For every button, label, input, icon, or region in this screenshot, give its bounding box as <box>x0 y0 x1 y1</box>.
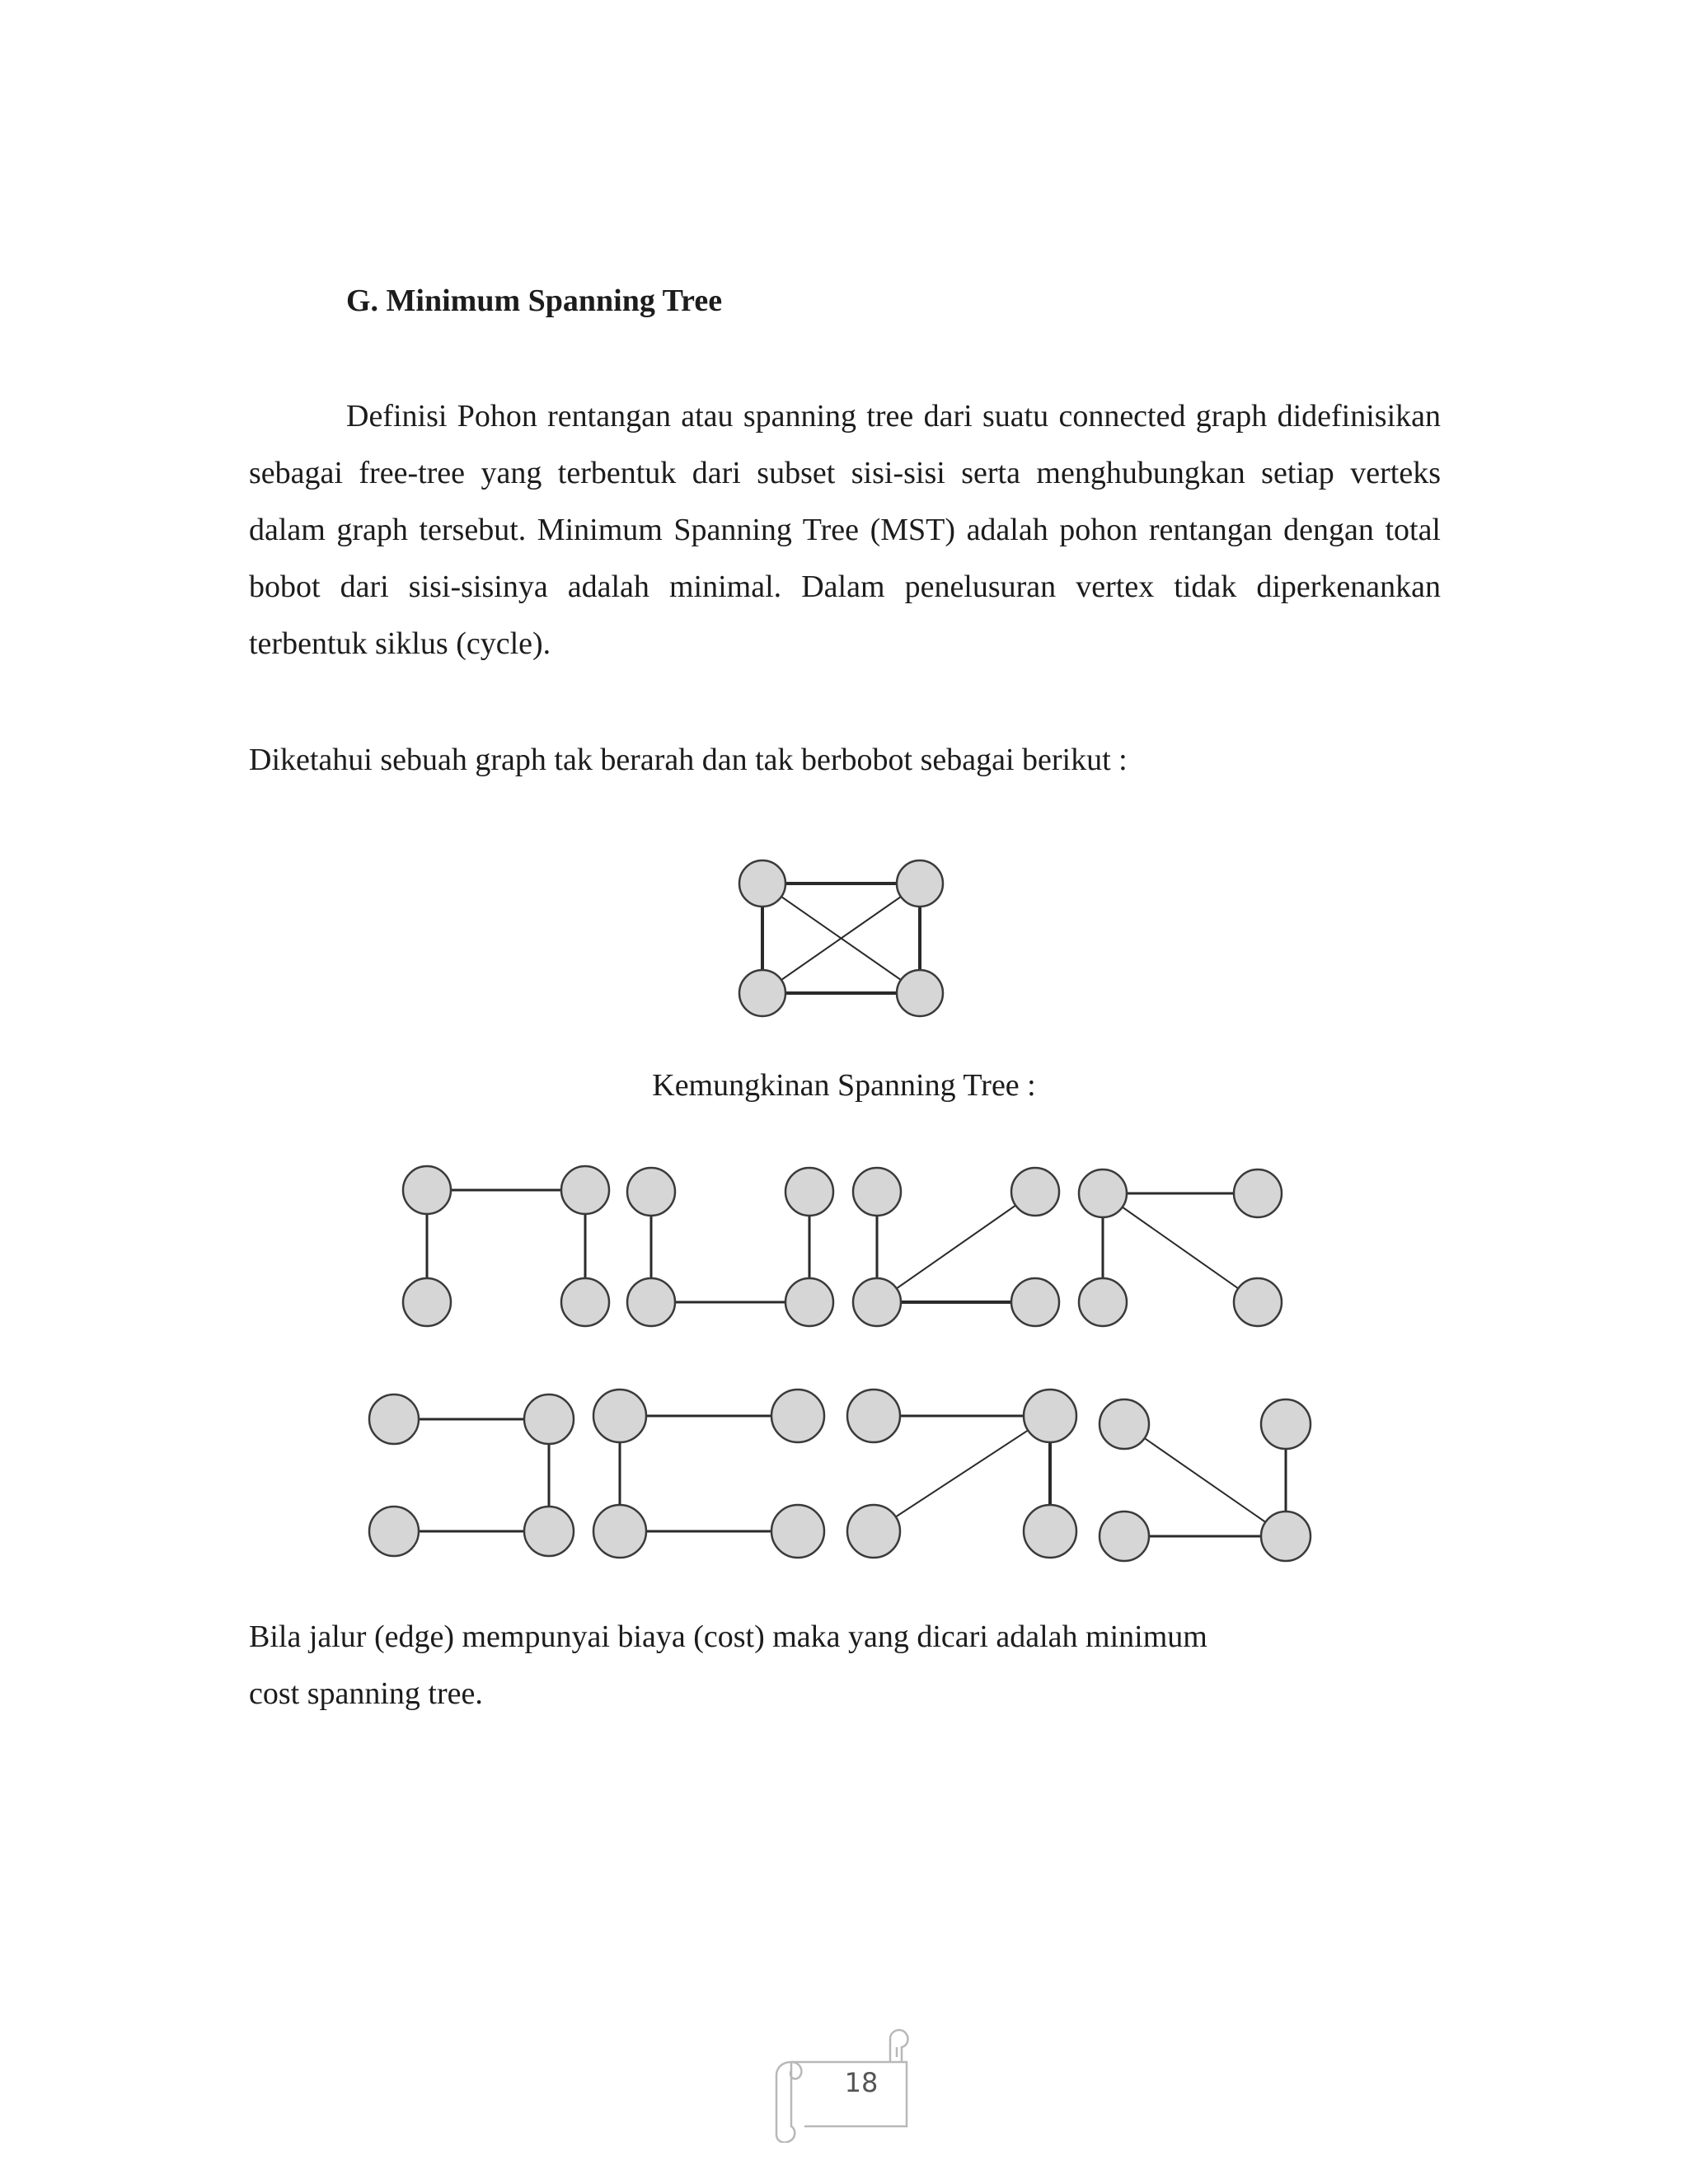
cost-paragraph-line-1: Bila jalur (edge) mempunyai biaya (cost) maka yang dicari adalah minimum <box>249 1619 1207 1654</box>
cost-paragraph <box>249 1609 1441 1722</box>
section-heading: G. Minimum Spanning Tree <box>346 284 723 318</box>
spanning-tree-row-2 <box>354 1368 1335 1574</box>
graph-intro-paragraph: Diketahui sebuah graph tak berarah dan tak berbobot sebagai berikut : <box>249 743 1128 777</box>
spanning-tree-row-1 <box>379 1146 1319 1343</box>
definition-paragraph: Definisi Pohon rentangan atau spanning tree dari suatu connected graph didefinisikan sebagai free-tree yang terbentuk dari subset sisi-sisi serta menghubungkan setiap verteks dalam graph tersebut. Minimum Spanning Tree (MST) adalah pohon rentangan dengan total bobot dari sisi-sisinya adalah minimal. Dalam penelusuran vertex tidak diperkenankan terbentuk siklus (cycle). <box>249 399 1441 661</box>
spanning-tree-caption: Kemungkinan Spanning Tree : <box>652 1068 1036 1103</box>
cost-paragraph-line-2: cost spanning tree. <box>249 1676 483 1711</box>
page-number: 18 <box>844 2067 879 2098</box>
complete-graph-figure <box>725 841 973 1022</box>
page-number-scroll <box>767 2027 923 2143</box>
